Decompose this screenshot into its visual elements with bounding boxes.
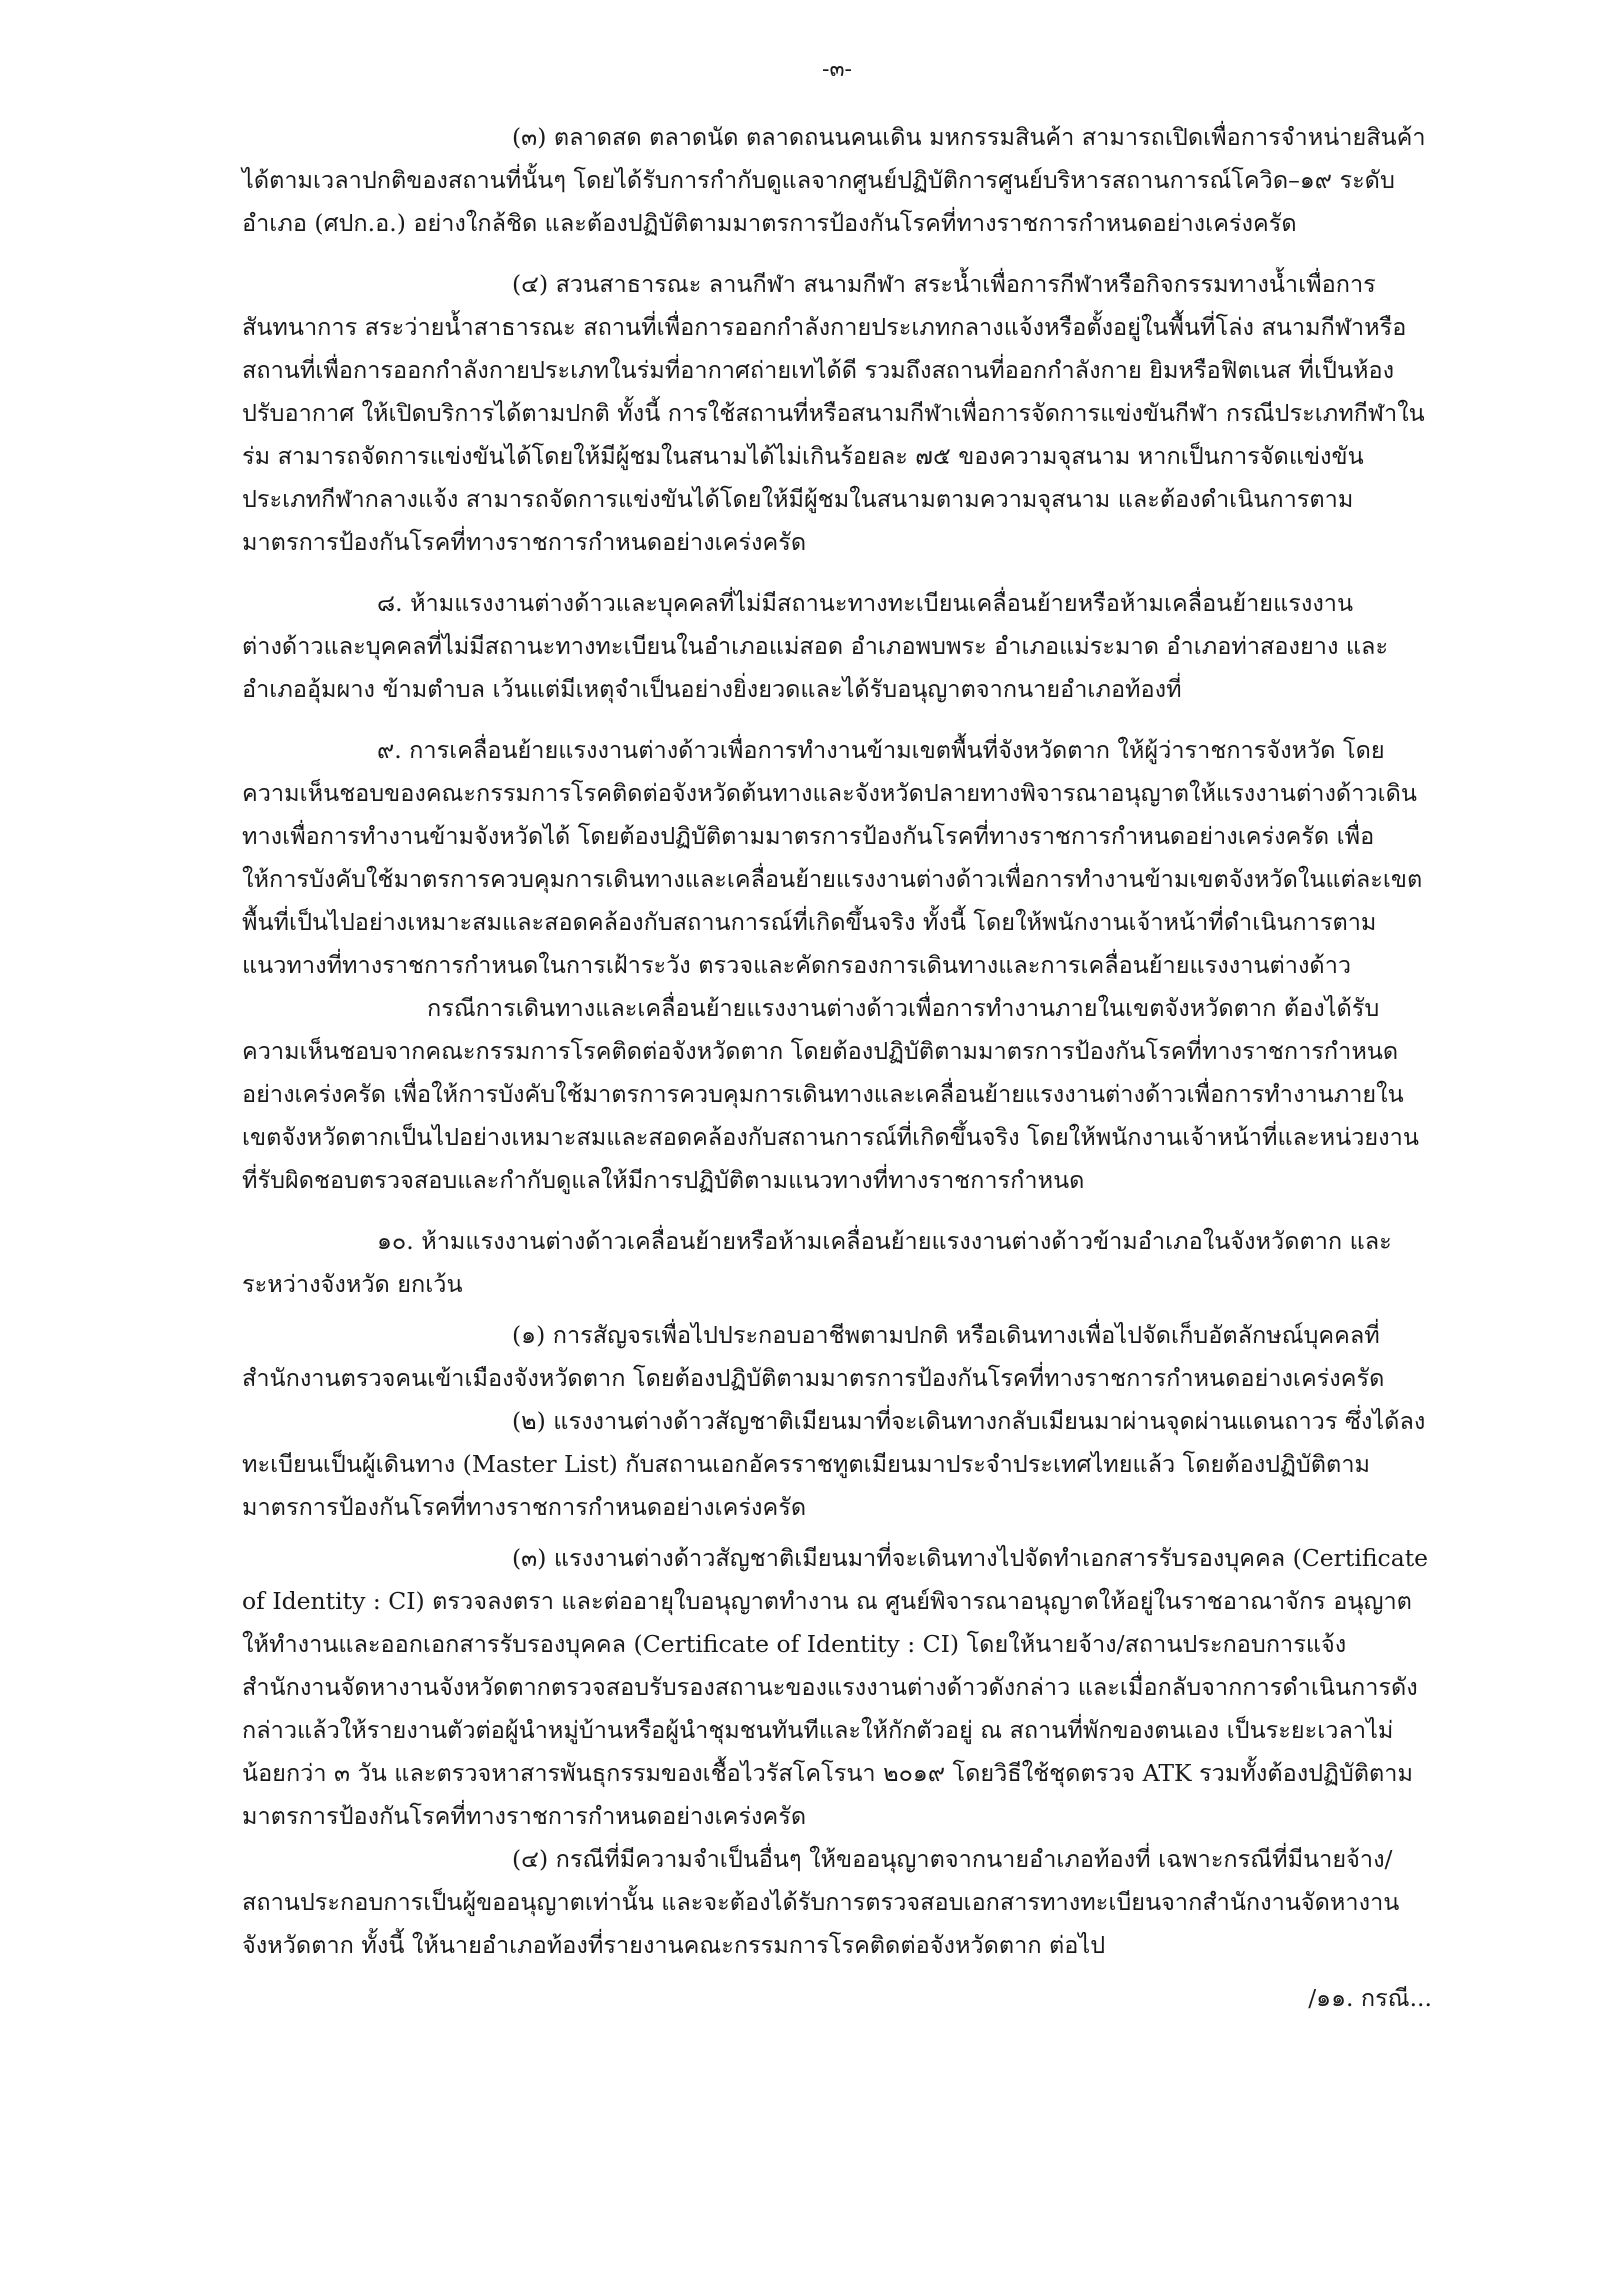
paragraph-section-10-item-3: (๓) แรงงานต่างด้าวสัญชาติเมียนมาที่จะเดินทางไปจัดทำเอกสารรับรองบุคคล (Certificate of Identity : CI) ตรวจลงตรา และต่ออายุใบอนุญาตทำงาน ณ ศูนย์พิจารณาอนุญาตให้อยู่ในราชอาณาจักร อนุญาตให้ทำงานและออกเอกสารรับรองบุคคล (Certificate of Identity : CI) โดยให้นายจ้าง/สถานประกอบการแจ้งสำนักงานจัดหางานจังหวัดตากตรวจสอบรับรองสถานะของแรงงานต่างด้าวดังกล่าว และเมื่อกลับจากการดำเนินการดังกล่าวแล้วให้รายงานตัวต่อผู้นำหมู่บ้านหรือผู้นำชุมชนทันทีและให้กักตัวอยู่ ณ สถานที่พักของตนเอง เป็นระยะเวลาไม่น้อยกว่า ๓ วัน และตรวจหาสารพันธุกรรมของเชื้อไวรัสโคโรนา ๒๐๑๙ โดยวิธีใช้ชุดตรวจ ATK รวมทั้งต้องปฏิบัติตามมาตรการป้องกันโรคที่ทางราชการกำหนดอย่างเคร่งครัด — [242, 1544, 1429, 1830]
paragraph-section-9: ๙. การเคลื่อนย้ายแรงงานต่างด้าวเพื่อการทำงานข้ามเขตพื้นที่จังหวัดตาก ให้ผู้ว่าราชการจังหวัด โดยความเห็นชอบของคณะกรรมการโรคติดต่อจังหวัดต้นทางและจังหวัดปลายทางพิจารณาอนุญาตให้แรงงานต่างด้าวเดินทางเพื่อการทำงานข้ามจังหวัดได้ โดยต้องปฏิบัติตามมาตรการป้องกันโรคที่ทางราชการกำหนดอย่างเคร่งครัด เพื่อให้การบังคับใช้มาตรการควบคุมการเดินทางและเคลื่อนย้ายแรงงานต่างด้าวเพื่อการทำงานข้ามเขตจังหวัดในแต่ละเขตพื้นที่เป็นไปอย่างเหมาะสมและสอดคล้องกับสถานการณ์ที่เกิดขึ้นจริง ทั้งนี้ โดยให้พนักงานเจ้าหน้าที่ดำเนินการตามแนวทางที่ทางราชการกำหนดในการเฝ้าระวัง ตรวจและคัดกรองการเดินทางและการเคลื่อนย้ายแรงงานต่างด้าว — [242, 736, 1423, 979]
paragraph-section-10-item-4: (๔) กรณีที่มีความจำเป็นอื่นๆ ให้ขออนุญาตจากนายอำเภอท้องที่ เฉพาะกรณีที่มีนายจ้าง/สถานประกอบการเป็นผู้ขออนุญาตเท่านั้น และจะต้องได้รับการตรวจสอบเอกสารทางทะเบียนจากสำนักงานจัดหางานจังหวัดตาก ทั้งนี้ ให้นายอำเภอท้องที่รายงานคณะกรรมการโรคติดต่อจังหวัดตาก ต่อไป — [242, 1845, 1400, 1959]
paragraph-item-3-markets: (๓) ตลาดสด ตลาดนัด ตลาดถนนคนเดิน มหกรรมสินค้า สามารถเปิดเพื่อการจำหน่ายสินค้าได้ตามเวลาปกติของสถานที่นั้นๆ โดยได้รับการกำกับดูแลจากศูนย์ปฏิบัติการศูนย์บริหารสถานการณ์โควิด–๑๙ ระดับอำเภอ (ศปก.อ.) อย่างใกล้ชิด และต้องปฏิบัติตามมาตรการป้องกันโรคที่ทางราชการกำหนดอย่างเคร่งครัด — [242, 123, 1426, 237]
paragraph-section-10: ๑๐. ห้ามแรงงานต่างด้าวเคลื่อนย้ายหรือห้ามเคลื่อนย้ายแรงงานต่างด้าวข้ามอำเภอในจังหวัดตาก และระหว่างจังหวัด ยกเว้น — [242, 1227, 1392, 1298]
paragraph-section-10-item-2: (๒) แรงงานต่างด้าวสัญชาติเมียนมาที่จะเดินทางกลับเมียนมาผ่านจุดผ่านแดนถาวร ซึ่งได้ลงทะเบียนเป็นผู้เดินทาง (Master List) กับสถานเอกอัครราชทูตเมียนมาประจำประเทศไทยแล้ว โดยต้องปฏิบัติตามมาตรการป้องกันโรคที่ทางราชการกำหนดอย่างเคร่งครัด — [242, 1407, 1426, 1521]
paragraph-section-10-item-1: (๑) การสัญจรเพื่อไปประกอบอาชีพตามปกติ หรือเดินทางเพื่อไปจัดเก็บอัตลักษณ์บุคคลที่สำนักงานตรวจคนเข้าเมืองจังหวัดตาก โดยต้องปฏิบัติตามมาตรการป้องกันโรคที่ทางราชการกำหนดอย่างเคร่งครัด — [242, 1321, 1385, 1392]
paragraph-section-9-within-province: กรณีการเดินทางและเคลื่อนย้ายแรงงานต่างด้าวเพื่อการทำงานภายในเขตจังหวัดตาก ต้องได้รับความเห็นชอบจากคณะกรรมการโรคติดต่อจังหวัดตาก โดยต้องปฏิบัติตามมาตรการป้องกันโรคที่ทางราชการกำหนดอย่างเคร่งครัด เพื่อให้การบังคับใช้มาตรการควบคุมการเดินทางและเคลื่อนย้ายแรงงานต่างด้าวเพื่อการทำงานภายในเขตจังหวัดตากเป็นไปอย่างเหมาะสมและสอดคล้องกับสถานการณ์ที่เกิดขึ้นจริง โดยให้พนักงานเจ้าหน้าที่และหน่วยงานที่รับผิดชอบตรวจสอบและกำกับดูแลให้มีการปฏิบัติตามแนวทางที่ทางราชการกำหนด — [242, 994, 1419, 1194]
page-number: -๓- — [822, 57, 852, 82]
paragraph-item-4-parks-sports: (๔) สวนสาธารณะ ลานกีฬา สนามกีฬา สระน้ำเพื่อการกีฬาหรือกิจกรรมทางน้ำเพื่อการสันทนาการ สระว่ายน้ำสาธารณะ สถานที่เพื่อการออกกำลังกายประเภทกลางแจ้งหรือตั้งอยู่ในพื้นที่โล่ง สนามกีฬาหรือสถานที่เพื่อการออกกำลังกายประเภทในร่มที่อากาศถ่ายเทได้ดี รวมถึงสถานที่ออกกำลังกาย ยิมหรือฟิตเนส ที่เป็นห้องปรับอากาศ ให้เปิดบริการได้ตามปกติ ทั้งนี้ การใช้สถานที่หรือสนามกีฬาเพื่อการจัดการแข่งขันกีฬา กรณีประเภทกีฬาในร่ม สามารถจัดการแข่งขันได้โดยให้มีผู้ชมในสนามได้ไม่เกินร้อยละ ๗๕ ของความจุสนาม หากเป็นการจัดแข่งขันประเภทกีฬากลางแจ้ง สามารถจัดการแข่งขันได้โดยให้มีผู้ชมในสนามตามความจุสนาม และต้องดำเนินการตามมาตรการป้องกันโรคที่ทางราชการกำหนดอย่างเคร่งครัด — [242, 270, 1425, 556]
continuation-marker: /๑๑. กรณี... — [1308, 1984, 1432, 2012]
paragraph-section-8: ๘. ห้ามแรงงานต่างด้าวและบุคคลที่ไม่มีสถานะทางทะเบียนเคลื่อนย้ายหรือห้ามเคลื่อนย้ายแรงงานต่างด้าวและบุคคลที่ไม่มีสถานะทางทะเบียนในอำเภอแม่สอด อำเภอพบพระ อำเภอแม่ระมาด อำเภอท่าสองยาง และอำเภออุ้มผาง ข้ามตำบล เว้นแต่มีเหตุจำเป็นอย่างยิ่งยวดและได้รับอนุญาตจากนายอำเภอท้องที่ — [242, 589, 1389, 703]
